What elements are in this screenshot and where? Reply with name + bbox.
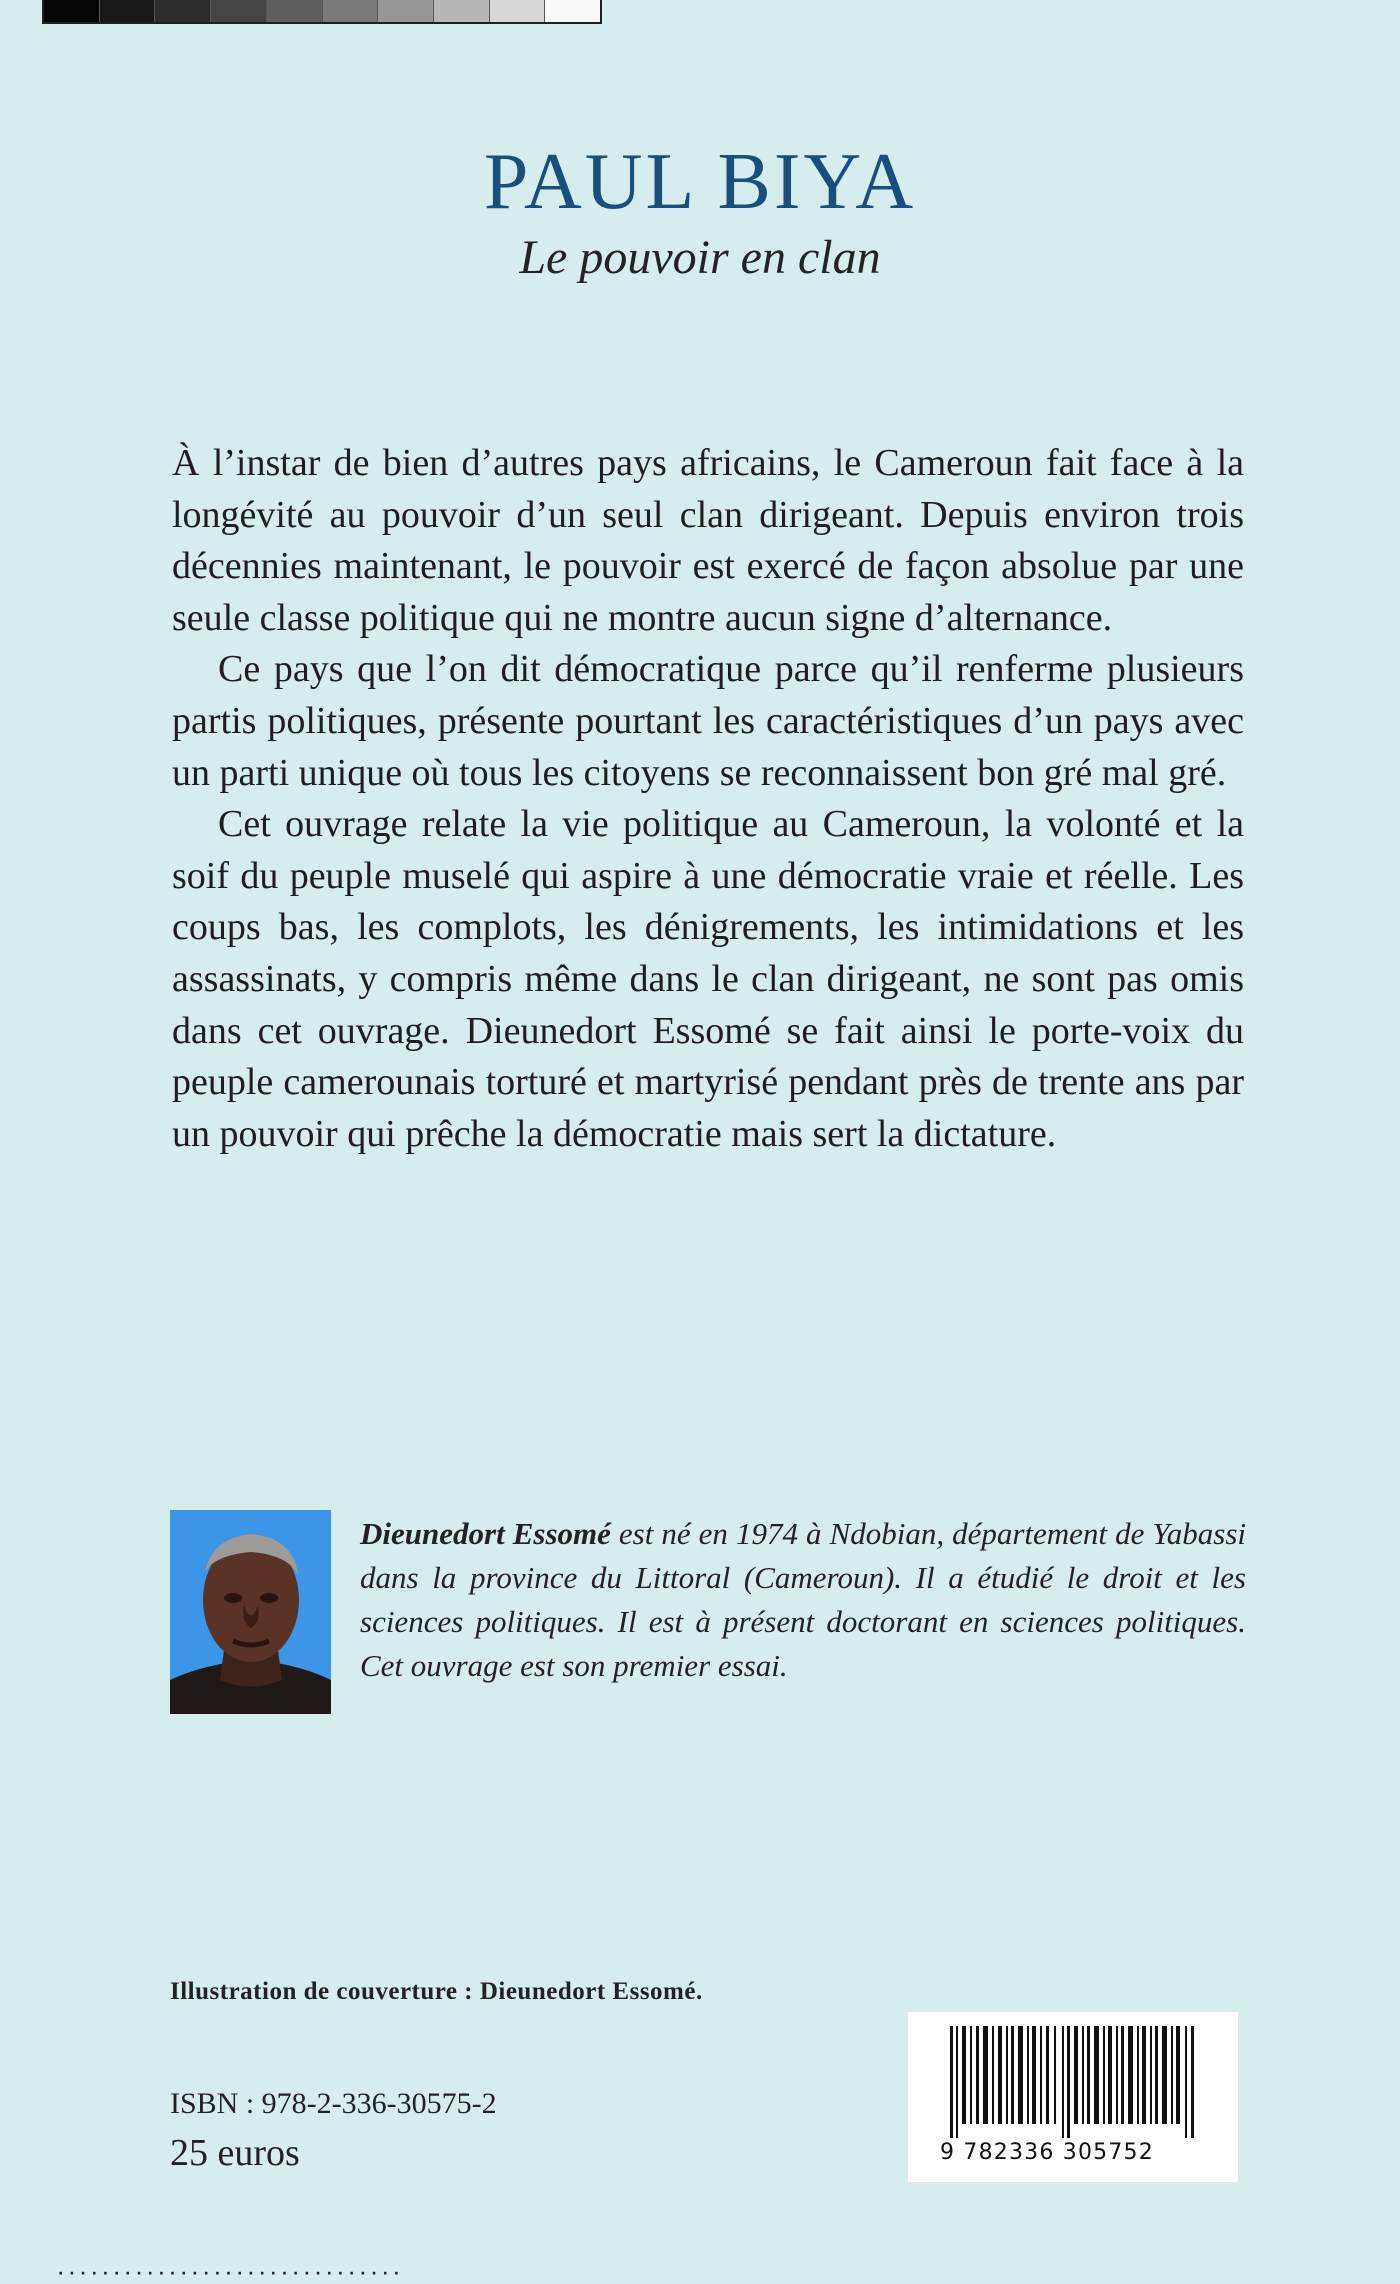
cover-credit: Illustration de couverture : Dieunedort Essomé. [170, 1978, 703, 2005]
author-bio-text: est né en 1974 à Ndobian, département de Yabassi dans la province du Littoral (Cameroun). Il a étudié le droit et les sciences politiques. Il est à présent doctorant en sciences politiques. Cet ouvrage est son premier essai. [360, 1516, 1247, 1683]
isbn: ISBN : 978-2-336-30575-2 [170, 2087, 497, 2120]
author-photo [170, 1510, 331, 1714]
author-portrait-icon [170, 1510, 331, 1714]
description-paragraph: Ce pays que l’on dit démocratique parce qu’il renferme plusieurs partis politiques, présente pourtant les caractéristiques d’un pays avec un parti unique où tous les citoyens se reconnaissent bon gré mal gré. [172, 648, 1244, 794]
barcode-number: 9 782336 305752 [940, 2140, 1154, 2165]
color-calibration-strip [42, 0, 602, 24]
barcode-icon [950, 2026, 1198, 2138]
description-paragraph: Cet ouvrage relate la vie politique au Cameroun, la volonté et la soif du peuple muselé qui aspire à une démocratie vraie et réelle. Les coups bas, les complots, les dénigrements, les intimidations et les assassinats, y compris même dans le clan dirigeant, ne sont pas omis dans cet ouvrage. Dieunedort Essomé se fait ainsi le porte-voix du peuple camerounais torturé et martyrisé pendant près de trente ans par un pouvoir qui prêche la démocratie mais sert la dictature. [172, 803, 1244, 1155]
book-subtitle: Le pouvoir en clan [519, 231, 881, 284]
price: 25 euros [170, 2132, 300, 2174]
author-name: Dieunedort Essomé [360, 1516, 611, 1551]
book-description [172, 438, 1244, 1160]
book-title: PAUL BIYA [483, 138, 917, 226]
barcode [908, 2012, 1238, 2182]
print-marks [58, 2266, 400, 2282]
description-paragraph: À l’instar de bien d’autres pays africains, le Cameroun fait face à la longévité au pouvoir d’un seul clan dirigeant. Depuis environ trois décennies maintenant, le pouvoir est exercé de façon absolue par une seule classe politique qui ne montre aucun signe d’alternance. [172, 442, 1244, 639]
author-bio [360, 1512, 1246, 1688]
print-mark-text: · · · · · · · · · · · · · · · · · · · · · · · · · · · · · · · [58, 2266, 400, 2282]
